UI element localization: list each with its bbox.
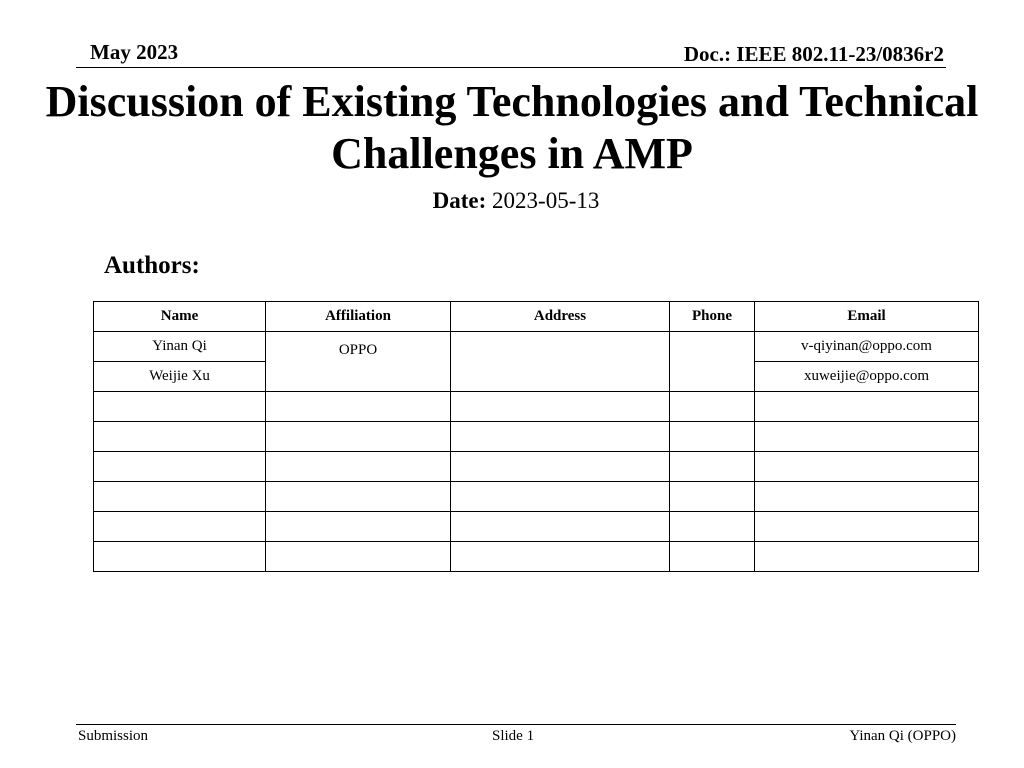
table-row-empty	[94, 452, 979, 482]
table-row	[94, 332, 979, 362]
title-line-1: Discussion of Existing Technologies and Technical	[45, 77, 979, 126]
author-email: xuweijie@oppo.com	[755, 362, 979, 392]
footer-submission: Submission	[78, 728, 149, 744]
table-row-empty	[94, 392, 979, 422]
date-value: 2023-05-13	[492, 188, 600, 213]
table-row-empty	[94, 482, 979, 512]
table-row-empty	[94, 422, 979, 452]
footer-author: Yinan Qi (OPPO)	[849, 728, 956, 744]
col-header-name: Name	[94, 302, 266, 332]
header-date: May 2023	[90, 40, 179, 64]
footer-divider	[76, 724, 956, 725]
author-name: Weijie Xu	[94, 362, 266, 392]
header-divider	[76, 67, 946, 68]
header-doc-number: Doc.: IEEE 802.11-23/0836r2	[683, 42, 944, 66]
col-header-email: Email	[755, 302, 979, 332]
col-header-affiliation: Affiliation	[266, 302, 451, 332]
date-line	[0, 188, 1024, 214]
title-line-2: Challenges in AMP	[331, 129, 693, 178]
table-row-empty	[94, 542, 979, 572]
author-name: Yinan Qi	[94, 332, 266, 362]
slide-title	[0, 76, 1024, 180]
table-header-row	[94, 302, 979, 332]
author-affiliation: OPPO	[266, 332, 451, 392]
author-email: v-qiyinan@oppo.com	[755, 332, 979, 362]
date-label: Date:	[432, 188, 487, 213]
col-header-phone: Phone	[670, 302, 755, 332]
author-address	[451, 332, 670, 392]
table-row-empty	[94, 512, 979, 542]
col-header-address: Address	[451, 302, 670, 332]
footer-slide-number: Slide 1	[492, 728, 535, 744]
author-phone	[670, 332, 755, 392]
authors-label: Authors:	[104, 252, 200, 279]
authors-table	[93, 301, 979, 572]
